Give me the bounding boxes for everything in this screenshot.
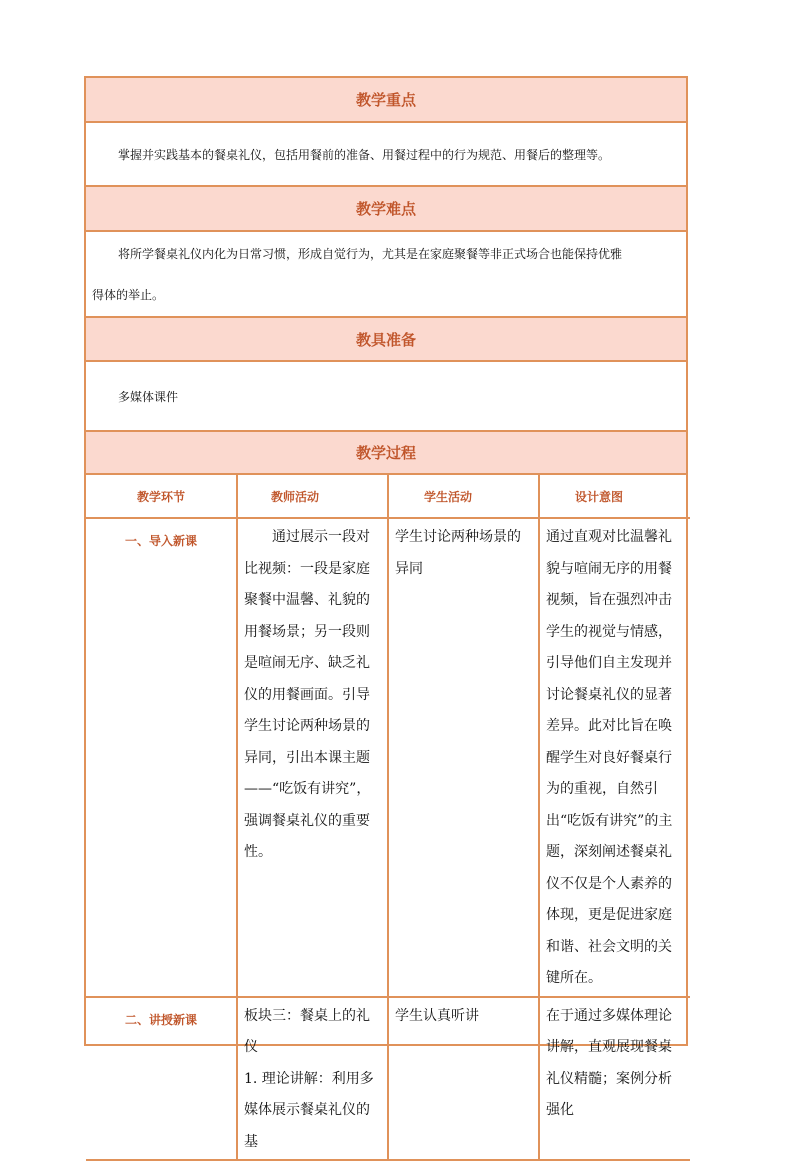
process-title: 教学过程 — [355, 444, 416, 462]
materials-title: 教具准备 — [355, 330, 416, 349]
materials-header — [86, 318, 686, 362]
student-activity-cell — [388, 997, 539, 1161]
design-intent-cell — [539, 997, 690, 1161]
materials-text: 多媒体课件 — [118, 389, 179, 404]
stage-label: 一、导入新课 — [124, 534, 197, 548]
difficulties-body — [86, 232, 686, 318]
column-header-stage: 教学环节 — [86, 475, 237, 518]
student-activity-text: 学生认真听讲 — [395, 1007, 479, 1024]
table-row — [86, 518, 690, 997]
teacher-activity-cell — [237, 518, 388, 997]
teacher-activity-text-line1: 板块三：餐桌上的礼仪 — [244, 1007, 370, 1055]
key-points-text: 掌握并实践基本的餐桌礼仪，包括用餐前的准备、用餐过程中的行为规范、用餐后的整理等。 — [118, 147, 611, 162]
column-header-student: 学生活动 — [388, 475, 539, 518]
stage-label: 二、讲授新课 — [124, 1012, 197, 1027]
key-points-header — [86, 78, 686, 123]
process-header — [86, 432, 686, 475]
column-header-teacher: 教师活动 — [237, 475, 388, 518]
difficulties-text-line1: 将所学餐桌礼仪内化为日常习惯，形成自觉行为，尤其是在家庭聚餐等非正式场合也能保持优雅 — [118, 247, 623, 261]
table-row — [86, 997, 690, 1161]
teacher-activity-cell — [237, 997, 388, 1161]
design-intent-cell — [539, 518, 690, 997]
key-points-title: 教学重点 — [355, 91, 416, 109]
lesson-plan-table — [84, 76, 688, 1150]
stage-cell — [86, 997, 237, 1161]
difficulties-header — [86, 187, 686, 232]
process-table — [86, 475, 690, 1161]
materials-body — [86, 362, 686, 432]
design-intent-text: 在于通过多媒体理论讲解，直观展现餐桌礼仪精髓；案例分析强化 — [546, 1007, 672, 1118]
key-points-body — [86, 123, 686, 187]
difficulties-title: 教学难点 — [355, 200, 416, 218]
stage-cell — [86, 518, 237, 997]
teacher-activity-text: 通过展示一段对比视频：一段是家庭聚餐中温馨、礼貌的用餐场景；另一段则是喧闹无序、缺乏礼仪的用餐画面。引导学生讨论两种场景的异同，引出本课主题——“吃饭有讲究”，强调餐桌礼仪的重要性。 — [244, 529, 371, 860]
design-intent-text: 通过直观对比温馨礼貌与喧闹无序的用餐视频，旨在强烈冲击学生的视觉与情感，引导他们自主发现并讨论餐桌礼仪的显著差异。此对比旨在唤醒学生对良好餐桌行为的重视，自然引出“吃饭有讲究”的主题，深刻阐述餐桌礼仪不仅是个人素养的体现，更是促进家庭和谐、社会文明的关键所在。 — [546, 529, 673, 986]
student-activity-text: 学生讨论两种场景的异同 — [395, 529, 521, 577]
student-activity-cell — [388, 518, 539, 997]
difficulties-text-line2: 得体的举止。 — [92, 288, 165, 302]
process-column-headers — [86, 475, 690, 518]
teacher-activity-text-line2: 1. 理论讲解：利用多媒体展示餐桌礼仪的基 — [244, 1070, 374, 1150]
column-header-intent: 设计意图 — [539, 475, 690, 518]
